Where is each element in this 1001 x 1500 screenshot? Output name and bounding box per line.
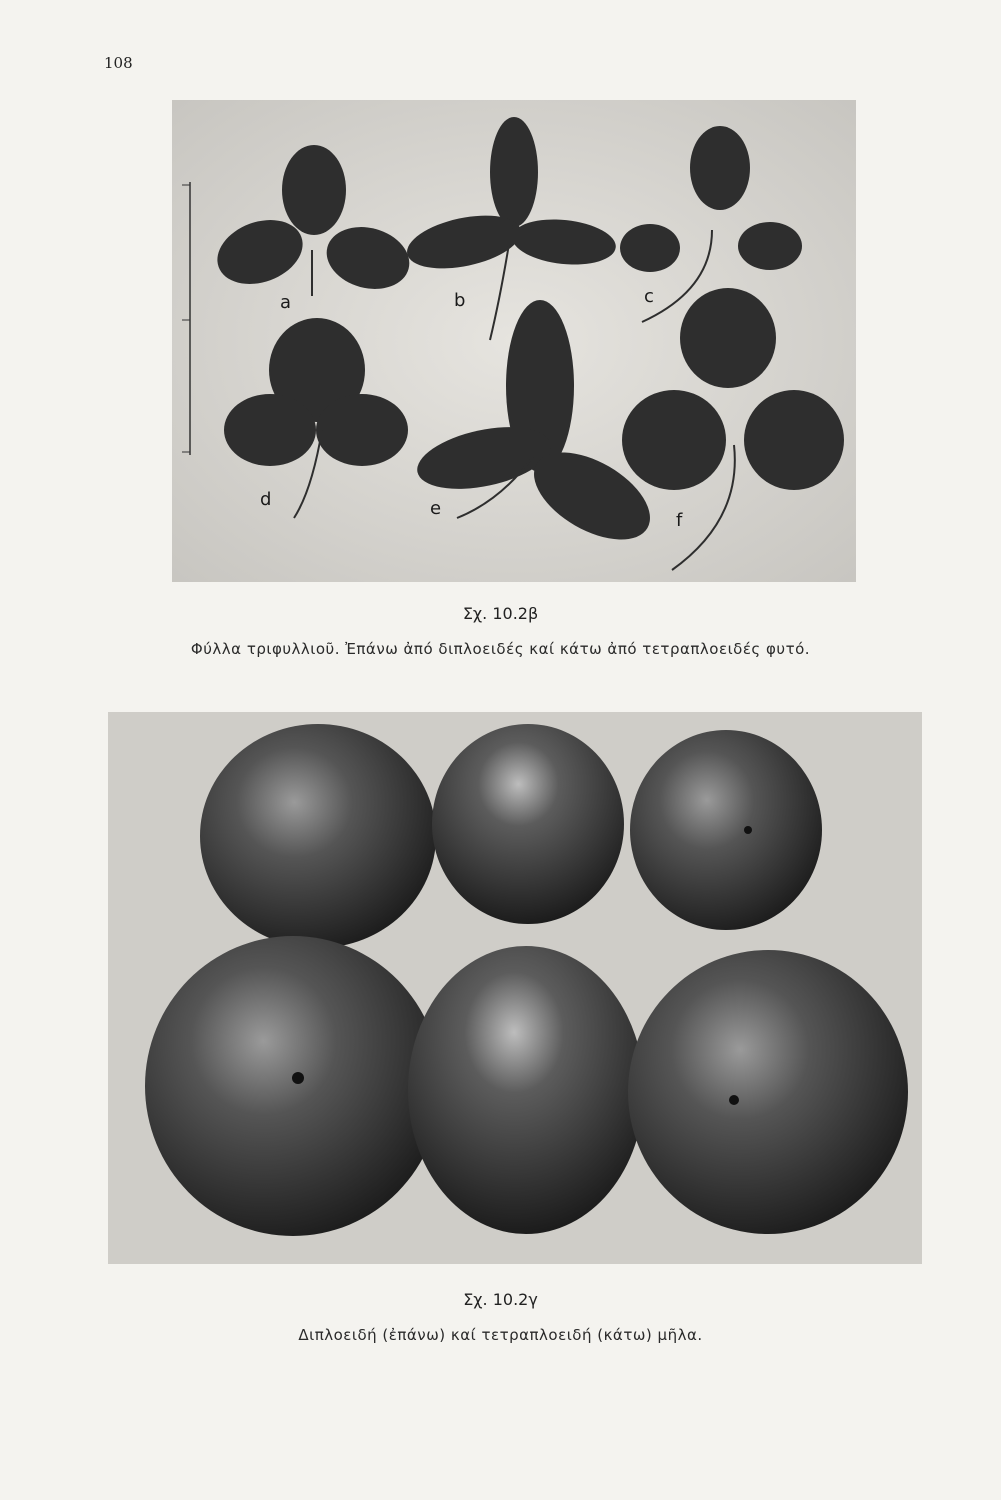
leaf-label-a: a: [280, 292, 292, 313]
apples-photo: [108, 712, 922, 1264]
leaf-label-b: b: [454, 290, 466, 311]
leaf-label-f: f: [676, 510, 683, 531]
figure-gamma-caption: Διπλοειδή (ἐπάνω) καί τετραπλοειδή (κάτω) μῆλα.: [298, 1326, 703, 1344]
apples-figure: [108, 712, 922, 1264]
diploid-apple-1: [200, 724, 436, 948]
figure-beta-caption: Φύλλα τριφυλλιοῦ. Ἐπάνω ἀπό διπλοειδές καί κάτω ἀπό τετραπλοειδές φυτό.: [190, 640, 811, 658]
tetraploid-apple-3: [628, 950, 908, 1234]
tetraploid-apple-1: [145, 936, 441, 1236]
leaf-label-e: e: [430, 498, 442, 519]
diploid-apple-3: [630, 730, 822, 930]
figure-beta-title: Σχ. 10.2β: [462, 604, 539, 623]
leaf-label-d: d: [260, 489, 272, 510]
clover-leaves-illustration: [172, 100, 856, 582]
tetraploid-apple-2: [408, 946, 644, 1234]
leaf-label-c: c: [644, 286, 654, 307]
page-number: 108: [104, 54, 133, 72]
clover-leaves-figure: [172, 100, 856, 582]
figure-gamma-title: Σχ. 10.2γ: [463, 1290, 538, 1309]
diploid-apple-2: [432, 724, 624, 924]
